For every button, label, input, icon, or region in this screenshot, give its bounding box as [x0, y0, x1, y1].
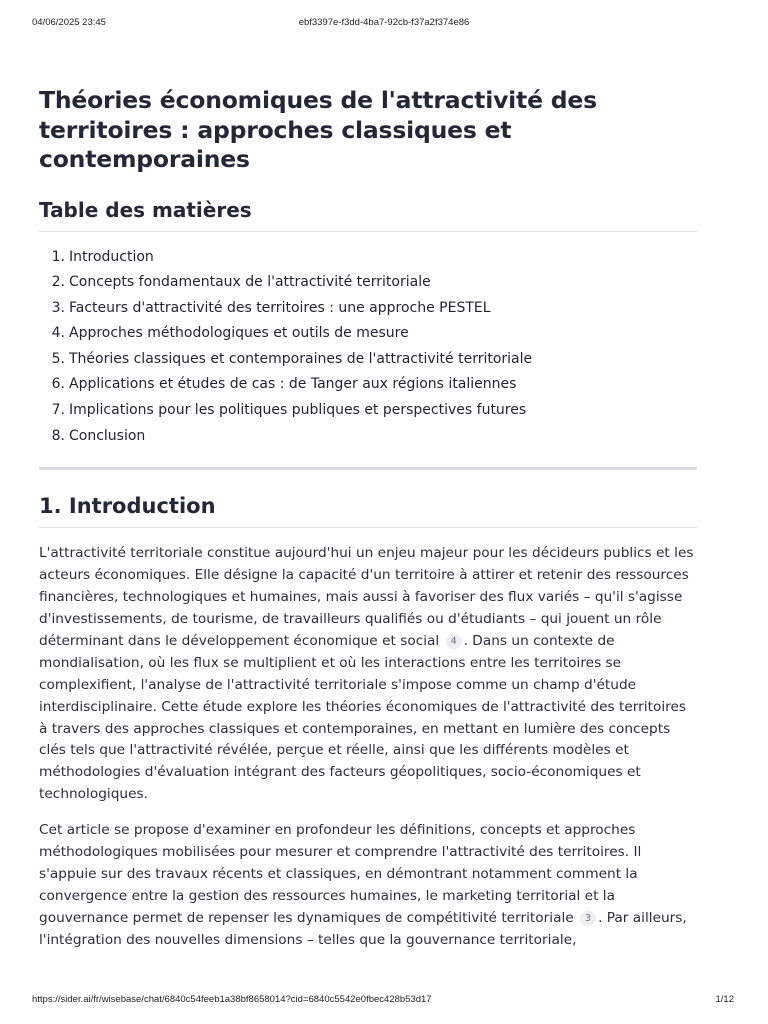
paragraph-text: L'attractivité territoriale constitue aujourd'hui un enjeu majeur pour les décideurs publics et les acteurs économiques. Elle désigne la capacité d'un territoire à attirer et retenir des ressources financières, technologiques et humaines, mais aussi à favoriser des flux variés – qu'il s'agisse d'investissements, de tourisme, de travailleurs qualifiés ou d'étudiants – qui jouent un rôle déterminant dans le développement économique et social	[39, 545, 694, 649]
toc-item-number: 2.	[51, 274, 65, 291]
paragraph-text: Cet article se propose d'examiner en profondeur les définitions, concepts et approches méthodologiques mobilisées pour mesurer et comprendre l'attractivité des territoires. Il s'appuie sur des travaux récents et classiques, en démontrant notamment comment la convergence entre la gestion des ressources humaines, le marketing territorial et la gouvernance permet de repenser les dynamiques de compétitivité territoriale	[39, 822, 642, 926]
print-header	[32, 17, 736, 31]
toc-item-label[interactable]: Introduction	[69, 248, 154, 265]
toc-item-number: 4.	[51, 325, 65, 342]
toc-item[interactable]	[39, 424, 697, 450]
section-divider	[39, 467, 697, 470]
document-id: ebf3397e-f3dd-4ba7-92cb-f37a2f374e86	[298, 17, 470, 28]
toc-item[interactable]	[39, 270, 697, 296]
toc-item[interactable]	[39, 372, 697, 398]
print-footer	[32, 994, 736, 1008]
toc-item-number: 1.	[51, 248, 65, 265]
toc-item-label[interactable]: Théories classiques et contemporaines de l'attractivité territoriale	[69, 350, 533, 367]
toc-item-number: 8.	[51, 427, 65, 444]
paragraph	[39, 820, 697, 951]
table-of-contents	[39, 245, 697, 450]
toc-item-number: 6.	[51, 376, 65, 393]
toc-item[interactable]	[39, 347, 697, 373]
divider	[39, 527, 697, 528]
toc-item-label[interactable]: Conclusion	[69, 427, 146, 444]
citation-badge[interactable]: 3	[580, 911, 596, 926]
paragraph-text: . Par ailleurs, l'intégration des nouvelles dimensions – telles que la gouvernance territoriale,	[39, 909, 687, 948]
article	[39, 86, 697, 952]
citation-badge[interactable]: 4	[446, 634, 462, 649]
toc-item-label[interactable]: Concepts fondamentaux de l'attractivité territoriale	[69, 274, 431, 291]
toc-item-number: 3.	[51, 299, 65, 316]
toc-item[interactable]	[39, 398, 697, 424]
toc-item[interactable]	[39, 296, 697, 322]
print-date: 04/06/2025 23:45	[32, 17, 106, 28]
toc-item-label[interactable]: Approches méthodologiques et outils de mesure	[69, 325, 409, 342]
paragraph	[39, 543, 697, 806]
paragraph-text: . Dans un contexte de mondialisation, où les flux se multiplient et où les interactions entre les territoires se complexifient, l'analyse de l'attractivité territoriale s'impose comme un champ d'étude interdisciplinaire. Cette étude explore les théories économiques de l'attractivité des territoires à travers des approches classiques et contemporaines, en mettant en lumière des concepts clés tels que l'attractivité révélée, perçue et réelle, ainsi que les différents modèles et méthodologies d'évaluation intégrant des facteurs géopolitiques, socio-économiques et technologiques.	[39, 632, 687, 803]
page-url: https://sider.ai/fr/wisebase/chat/6840c54feeb1a38bf8658014?cid=6840c5542e0fbec428b53d17	[32, 994, 432, 1005]
toc-item[interactable]	[39, 321, 697, 347]
toc-item-label[interactable]: Applications et études de cas : de Tanger aux régions italiennes	[69, 376, 517, 393]
toc-item-label[interactable]: Implications pour les politiques publiques et perspectives futures	[69, 402, 527, 419]
page-number: 1/12	[715, 994, 734, 1005]
toc-item-label[interactable]: Facteurs d'attractivité des territoires : une approche PESTEL	[69, 299, 491, 316]
toc-item[interactable]	[39, 245, 697, 271]
toc-heading: Table des matières	[39, 197, 252, 222]
toc-item-number: 5.	[51, 350, 65, 367]
section-heading: 1. Introduction	[39, 494, 216, 519]
divider	[39, 231, 697, 232]
toc-item-number: 7.	[51, 402, 65, 419]
page-title: Théories économiques de l'attractivité des territoires : approches classiques et contemporaines	[39, 86, 597, 173]
